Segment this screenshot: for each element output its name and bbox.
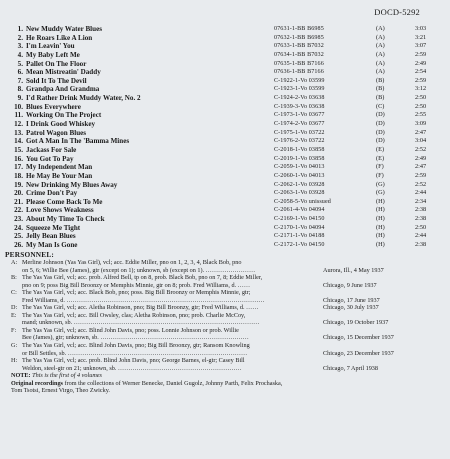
track-number: 14.: [14, 137, 23, 146]
track-title: Squeeze Me Tight: [26, 223, 81, 232]
session-location-date: Aurora, Ill., 4 May 1937: [323, 266, 384, 274]
track-time: 2:50: [415, 102, 427, 110]
track-time: 2:44: [415, 189, 427, 197]
note-line: [5, 372, 445, 380]
track-number: 15.: [14, 145, 23, 154]
session-location-date: Chicago, 30 July 1937: [323, 304, 379, 312]
track-number: 20.: [14, 189, 23, 198]
track-number: 16.: [14, 154, 23, 163]
track-title: Sold It To The Devil: [26, 76, 87, 85]
track-time: 2:47: [415, 163, 427, 171]
personnel-text: The Yas Yas Girl, vcl; acc. prob. Blind John Davis, pno; George Barnes, el-gtr; Casey Bill: [22, 357, 245, 365]
track-title: Jackass For Sale: [26, 145, 77, 154]
personnel-line: [5, 304, 445, 312]
track-time: 2:50: [415, 223, 427, 231]
personnel-line: [5, 297, 445, 305]
personnel-section: [5, 250, 445, 395]
track-time: 3:07: [415, 42, 427, 50]
original-recordings: [5, 380, 445, 395]
track-number: 13.: [14, 128, 23, 137]
track-row: [5, 34, 450, 43]
track-time: 2:52: [415, 180, 427, 188]
track-title: He May Be Your Man: [26, 171, 93, 180]
personnel-text: The Yas Yas Girl, vcl; acc. Black Bob, pno; poss. Big Bill Broonzy or Memphis Minnie, gtr;: [22, 289, 251, 297]
track-time: 2:38: [415, 241, 427, 249]
personnel-line: [5, 334, 445, 342]
personnel-line: [5, 282, 445, 290]
track-matrix: C-1923-1-Vo 03599: [274, 86, 325, 93]
personnel-text: The Yas Yas Girl, vcl; acc. prob. Alfred Bell, tp on 8, prob. Black Bob, pno on 7, 8; Eddie Miller,: [22, 274, 263, 282]
personnel-text: The Yas Yas Girl, vcl; acc. Blind John Davis, pno; poss. Lonnie Johnson or prob. Willie: [22, 326, 239, 334]
track-session: (H): [376, 197, 385, 205]
session-location-date: Chicago, 17 June 1937: [323, 296, 380, 304]
track-session: (B): [376, 85, 385, 93]
track-time: 3:21: [415, 33, 427, 41]
personnel-line: [5, 312, 445, 320]
personnel-line: [5, 259, 445, 267]
track-title: My Man Is Gone: [26, 241, 78, 250]
track-session: (D): [376, 137, 385, 145]
track-matrix: C-1976-2-Vo 03722: [274, 138, 325, 145]
track-matrix: 07632-1-BB B6985: [274, 34, 324, 41]
track-title: Got A Man In The 'Bamma Mines: [26, 137, 130, 146]
track-matrix: 07633-1-BB B7032: [274, 43, 324, 50]
track-row: [5, 172, 450, 181]
personnel-entry: [5, 342, 445, 357]
personnel-text: The Yas Yas Girl, vcl; acc. Bill Owsley, clas; Aletha Robinson, pno; prob. Charlie McCoy,: [22, 311, 246, 319]
personnel-line: [5, 327, 445, 335]
track-session: (A): [376, 42, 385, 50]
track-matrix: 07635-1-BB B7166: [274, 60, 324, 67]
track-list: [5, 25, 450, 250]
personnel-entry: [5, 274, 445, 289]
track-matrix: C-2169-1-Vo 04150: [274, 216, 325, 223]
track-row: [5, 120, 450, 129]
track-title: Love Shows Weakness: [26, 206, 94, 215]
track-matrix: C-2018-1-Vo 03858: [274, 146, 325, 153]
personnel-entry: [5, 357, 445, 372]
original-label: Original recordings: [11, 379, 63, 387]
session-location-date: Chicago, 7 April 1938: [323, 364, 378, 372]
track-time: 2:49: [415, 59, 427, 67]
track-session: (H): [376, 232, 385, 240]
personnel-line: [5, 289, 445, 297]
track-session: (A): [376, 50, 385, 58]
track-row: [5, 241, 450, 250]
personnel-text: mand; unknown, sb. ………………………………………………………………………………: [22, 319, 260, 327]
track-row: [5, 42, 450, 51]
track-matrix: C-2060-1-Vo 04013: [274, 172, 325, 179]
track-number: 10.: [14, 102, 23, 111]
personnel-text: Merline Johnson (Yas Yas Girl), vcl; acc. Eddie Miller, pno on 1, 2, 3, 4, Black Bob, pno: [22, 259, 242, 266]
personnel-line: [5, 342, 445, 350]
track-session: (B): [376, 94, 385, 102]
track-session: (C): [376, 102, 385, 110]
track-number: 17.: [14, 163, 23, 172]
track-session: (B): [376, 76, 385, 84]
track-matrix: C-1922-1-Vo 03599: [274, 77, 325, 84]
track-matrix: C-2019-1-Vo 03858: [274, 155, 325, 162]
track-session: (H): [376, 223, 385, 231]
track-matrix: 07631-1-BB B6985: [274, 26, 324, 32]
personnel-text: on 5, 6; Willie Bee (James), gtr (except on 1); unknown, sb (except on 1). ……………………: [22, 266, 256, 274]
track-session: (D): [376, 120, 385, 128]
track-title: Blues Everywhere: [26, 102, 81, 111]
track-title: Pallet On The Floor: [26, 59, 87, 68]
track-time: 3:03: [415, 25, 427, 32]
track-number: 9.: [17, 94, 23, 103]
track-time: 2:52: [415, 145, 427, 153]
personnel-line: [5, 274, 445, 282]
personnel-line: [5, 357, 445, 365]
track-matrix: C-2059-1-Vo 04013: [274, 164, 325, 171]
track-matrix: C-1975-1-Vo 03722: [274, 129, 325, 136]
personnel-text: Bee (James), gtr; unknown, sb. ………………………………………………………………: [22, 334, 249, 342]
track-session: (H): [376, 206, 385, 214]
personnel-text: The Yas Yas Girl, vcl; acc. Blind John Davis, pno; Big Bill Broonzy, gtr; Ransom Knowling: [22, 342, 250, 350]
track-title: New Drinking My Blues Away: [26, 180, 118, 189]
track-row: [5, 85, 450, 94]
track-row: [5, 181, 450, 190]
track-row: [5, 111, 450, 120]
track-session: (A): [376, 33, 385, 41]
track-session: (F): [376, 163, 384, 171]
session-letter: D:: [11, 304, 18, 312]
track-title: My Independent Man: [26, 163, 93, 172]
track-time: 2:44: [415, 232, 427, 240]
track-matrix: C-2063-1-Vo 03928: [274, 190, 325, 197]
track-row: [5, 232, 450, 241]
track-title: Please Come Back To Me: [26, 197, 103, 206]
track-row: [5, 94, 450, 103]
track-time: 2:34: [415, 197, 427, 205]
session-letter: A:: [11, 259, 18, 266]
track-row: [5, 103, 450, 112]
session-letter: E:: [11, 311, 17, 319]
personnel-entry: [5, 259, 445, 274]
track-number: 23.: [14, 215, 23, 224]
track-number: 6.: [17, 68, 23, 77]
session-letter: B:: [11, 274, 17, 282]
track-session: (F): [376, 171, 384, 179]
track-row: [5, 189, 450, 198]
track-number: 2.: [17, 33, 23, 42]
track-session: (H): [376, 215, 385, 223]
track-title: I Drink Good Whiskey: [26, 120, 96, 129]
personnel-text: or Bill Settles, sb. ……………………………………………………………………………: [22, 349, 248, 357]
personnel-line: [5, 267, 445, 275]
track-row: [5, 198, 450, 207]
track-time: 2:50: [415, 94, 427, 102]
track-time: 2:47: [415, 128, 427, 136]
track-number: 21.: [14, 197, 23, 206]
track-row: [5, 146, 450, 155]
track-title: My Baby Left Me: [26, 50, 80, 59]
note-text: This is the first of 4 volumes: [32, 372, 102, 380]
note-label: NOTE:: [11, 372, 31, 380]
personnel-entry: [5, 289, 445, 304]
track-session: (A): [376, 25, 385, 32]
personnel-text: Weldon, steel-gtr on 21; unknown, sb. ……………………………………………………: [22, 364, 242, 372]
track-row: [5, 224, 450, 233]
track-row: [5, 206, 450, 215]
track-session: (H): [376, 241, 385, 249]
track-matrix: C-1924-2-Vo 03638: [274, 95, 325, 102]
track-time: 2:55: [415, 111, 427, 119]
track-matrix: C-1974-2-Vo 03677: [274, 121, 325, 128]
track-time: 2:59: [415, 76, 427, 84]
track-row: [5, 137, 450, 146]
track-row: [5, 129, 450, 138]
track-session: (E): [376, 145, 385, 153]
original-text: from the collections of Werner Benecke, Daniel Gugolz, Johnny Parth, Felix Prochaska,: [64, 379, 283, 387]
track-session: (E): [376, 154, 385, 162]
track-row: [5, 215, 450, 224]
track-row: [5, 60, 450, 69]
session-location-date: Chicago, 23 December 1937: [323, 349, 394, 357]
track-matrix: 07636-1-BB B7166: [274, 69, 324, 76]
track-time: 2:59: [415, 171, 427, 179]
personnel-text: pno on 9; poss Big Bill Broonzy or Memphis Minnie, gtr on 8; prob. Fred Williams, d. ……: [22, 281, 251, 289]
track-time: 2:38: [415, 206, 427, 214]
track-row: [5, 155, 450, 164]
track-number: 7.: [17, 76, 23, 85]
personnel-entry: [5, 327, 445, 342]
track-row: [5, 163, 450, 172]
track-number: 22.: [14, 206, 23, 215]
track-number: 3.: [17, 42, 23, 51]
session-location-date: Chicago, 9 June 1937: [323, 281, 377, 289]
track-matrix: C-1939-3-Vo 03638: [274, 103, 325, 110]
track-title: He Roars Like A Lion: [26, 33, 93, 42]
track-number: 1.: [17, 25, 23, 33]
track-title: Patrol Wagon Blues: [26, 128, 87, 137]
session-letter: F:: [11, 326, 17, 334]
track-time: 3:09: [415, 120, 427, 128]
track-row: [5, 51, 450, 60]
session-location-date: Chicago, 19 October 1937: [323, 319, 389, 327]
track-title: Mean Mistreatin' Daddy: [26, 68, 101, 77]
track-number: 4.: [17, 50, 23, 59]
track-title: Grandpa And Grandma: [26, 85, 100, 94]
track-row: [5, 25, 450, 34]
track-title: Crime Don't Pay: [26, 189, 78, 198]
personnel-entries: [5, 259, 445, 372]
track-matrix: C-1973-1-Vo 03677: [274, 112, 325, 119]
track-matrix: C-2058-5-Vo unissued: [274, 198, 331, 205]
track-session: (A): [376, 68, 385, 76]
track-session: (G): [376, 189, 385, 197]
track-title: I'd Rather Drink Muddy Water, No. 2: [26, 94, 141, 103]
track-matrix: C-2062-1-Vo 03928: [274, 181, 325, 188]
track-number: 8.: [17, 85, 23, 94]
catalog-number: DOCD-5292: [374, 7, 420, 17]
track-title: You Got To Pay: [26, 154, 74, 163]
personnel-entry: [5, 304, 445, 312]
personnel-line: [5, 319, 445, 327]
track-session: (A): [376, 59, 385, 67]
track-number: 5.: [17, 59, 23, 68]
personnel-line: [5, 350, 445, 358]
track-title: I'm Leavin' You: [26, 42, 75, 51]
track-title: About My Time To Check: [26, 215, 105, 224]
track-title: Jelly Bean Blues: [26, 232, 76, 241]
session-location-date: Chicago, 15 December 1937: [323, 334, 394, 342]
track-matrix: C-2061-4-Vo 04094: [274, 207, 325, 214]
personnel-heading: PERSONNEL:: [5, 250, 55, 259]
track-number: 11.: [14, 111, 23, 120]
track-number: 25.: [14, 232, 23, 241]
track-session: (G): [376, 180, 385, 188]
personnel-text: Fred Williams, d. ……………………………………………………………………………………: [22, 296, 265, 304]
personnel-entry: [5, 312, 445, 327]
track-time: 2:59: [415, 50, 427, 58]
track-time: 2:54: [415, 68, 427, 76]
track-number: 24.: [14, 223, 23, 232]
track-title: Working On The Project: [26, 111, 102, 120]
track-time: 3:04: [415, 137, 427, 145]
original-text-2: Tom Tsotsi, Ernest Virgo, Theo Zwicky.: [11, 387, 110, 395]
track-number: 19.: [14, 180, 23, 189]
track-title: New Muddy Water Blues: [26, 25, 103, 33]
track-number: 12.: [14, 120, 23, 129]
track-session: (D): [376, 128, 385, 136]
track-matrix: 07634-1-BB B7032: [274, 51, 324, 58]
personnel-text: The Yas Yas Girl, vcl; acc. Aletha Robinson, pno; Big Bill Broonzy, gtr; Fred Williams, d. ……: [22, 304, 259, 312]
track-matrix: C-2172-1-Vo 04150: [274, 242, 325, 249]
track-row: [5, 68, 450, 77]
track-time: 3:12: [415, 85, 427, 93]
track-number: 26.: [14, 241, 23, 250]
track-time: 2:49: [415, 154, 427, 162]
session-letter: G:: [11, 342, 18, 350]
track-matrix: C-2171-1-Vo 04188: [274, 233, 325, 240]
session-letter: H:: [11, 357, 18, 365]
track-time: 2:38: [415, 215, 427, 223]
session-letter: C:: [11, 289, 17, 297]
track-matrix: C-2170-1-Vo 04094: [274, 224, 325, 231]
track-number: 18.: [14, 171, 23, 180]
personnel-line: [5, 365, 445, 373]
track-session: (D): [376, 111, 385, 119]
track-row: [5, 77, 450, 86]
